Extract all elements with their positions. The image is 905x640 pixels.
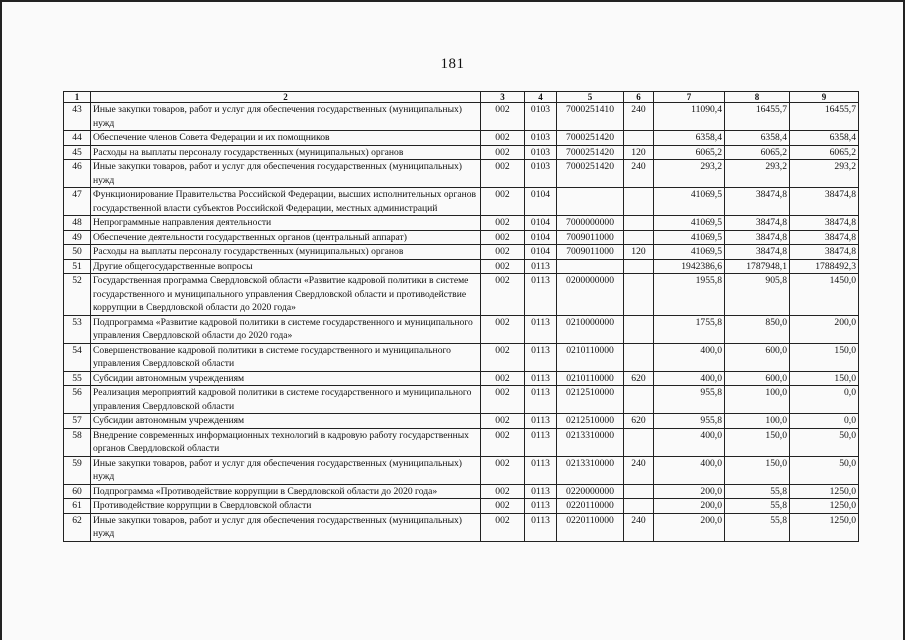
expense-type-code: 120 (624, 145, 654, 160)
column-header: 3 (481, 92, 525, 103)
target-article-code: 0220110000 (557, 499, 624, 514)
amount-year-2: 38474,8 (725, 230, 790, 245)
column-header: 2 (91, 92, 481, 103)
column-header: 5 (557, 92, 624, 103)
row-name: Подпрограмма «Противодействие коррупции в Свердловской области до 2020 года» (91, 484, 481, 499)
ministry-code: 002 (481, 145, 525, 160)
amount-year-3: 38474,8 (790, 245, 859, 260)
amount-year-3: 293,2 (790, 160, 859, 188)
section-code: 0113 (525, 371, 557, 386)
row-name: Расходы на выплаты персоналу государственных (муниципальных) органов (91, 245, 481, 260)
row-name: Государственная программа Свердловской области «Развитие кадровой политики в системе государственного и муниципального управления Свердловской области и противодействие коррупции в Свердловской области до 2020 года» (91, 274, 481, 316)
row-name: Субсидии автономным учреждениям (91, 414, 481, 429)
target-article-code: 0213310000 (557, 456, 624, 484)
amount-year-2: 38474,8 (725, 245, 790, 260)
target-article-code: 0210000000 (557, 315, 624, 343)
amount-year-1: 1755,8 (654, 315, 725, 343)
row-number: 50 (64, 245, 91, 260)
column-header: 4 (525, 92, 557, 103)
ministry-code: 002 (481, 386, 525, 414)
target-article-code: 0200000000 (557, 274, 624, 316)
amount-year-2: 55,8 (725, 484, 790, 499)
ministry-code: 002 (481, 484, 525, 499)
amount-year-1: 41069,5 (654, 216, 725, 231)
amount-year-1: 955,8 (654, 414, 725, 429)
expense-type-code (624, 343, 654, 371)
table-row (64, 414, 859, 429)
expense-type-code: 240 (624, 456, 654, 484)
amount-year-2: 150,0 (725, 428, 790, 456)
amount-year-1: 41069,5 (654, 230, 725, 245)
row-number: 58 (64, 428, 91, 456)
ministry-code: 002 (481, 428, 525, 456)
amount-year-2: 150,0 (725, 456, 790, 484)
expense-type-code (624, 216, 654, 231)
table-row (64, 230, 859, 245)
row-name: Реализация мероприятий кадровой политики в системе государственного и муниципального управления Свердловской области (91, 386, 481, 414)
table-row (64, 259, 859, 274)
expense-type-code (624, 499, 654, 514)
row-number: 60 (64, 484, 91, 499)
amount-year-1: 955,8 (654, 386, 725, 414)
amount-year-2: 905,8 (725, 274, 790, 316)
row-name: Иные закупки товаров, работ и услуг для обеспечения государственных (муниципальных) нужд (91, 103, 481, 131)
section-code: 0113 (525, 499, 557, 514)
section-code: 0104 (525, 188, 557, 216)
target-article-code: 7000251420 (557, 131, 624, 146)
row-name: Обеспечение деятельности государственных органов (центральный аппарат) (91, 230, 481, 245)
amount-year-2: 6358,4 (725, 131, 790, 146)
row-number: 46 (64, 160, 91, 188)
table-row (64, 145, 859, 160)
row-number: 45 (64, 145, 91, 160)
table-row (64, 315, 859, 343)
amount-year-2: 293,2 (725, 160, 790, 188)
expense-type-code: 240 (624, 103, 654, 131)
amount-year-3: 1250,0 (790, 484, 859, 499)
amount-year-2: 55,8 (725, 499, 790, 514)
amount-year-1: 11090,4 (654, 103, 725, 131)
section-code: 0113 (525, 259, 557, 274)
amount-year-1: 6065,2 (654, 145, 725, 160)
amount-year-1: 400,0 (654, 428, 725, 456)
amount-year-3: 200,0 (790, 315, 859, 343)
ministry-code: 002 (481, 513, 525, 541)
amount-year-3: 150,0 (790, 371, 859, 386)
ministry-code: 002 (481, 371, 525, 386)
target-article-code: 7009011000 (557, 230, 624, 245)
amount-year-1: 400,0 (654, 456, 725, 484)
ministry-code: 002 (481, 103, 525, 131)
amount-year-1: 1942386,6 (654, 259, 725, 274)
expense-type-code (624, 188, 654, 216)
amount-year-3: 38474,8 (790, 216, 859, 231)
table-row (64, 386, 859, 414)
row-name: Совершенствование кадровой политики в системе государственного и муниципального управления Свердловской области (91, 343, 481, 371)
amount-year-2: 38474,8 (725, 216, 790, 231)
section-code: 0113 (525, 414, 557, 429)
section-code: 0104 (525, 245, 557, 260)
target-article-code: 0210110000 (557, 371, 624, 386)
expense-type-code: 620 (624, 371, 654, 386)
row-number: 62 (64, 513, 91, 541)
row-number: 55 (64, 371, 91, 386)
amount-year-1: 400,0 (654, 371, 725, 386)
column-header: 8 (725, 92, 790, 103)
target-article-code: 0220110000 (557, 513, 624, 541)
amount-year-2: 55,8 (725, 513, 790, 541)
column-header: 7 (654, 92, 725, 103)
target-article-code: 0213310000 (557, 428, 624, 456)
budget-table (63, 91, 859, 542)
row-number: 47 (64, 188, 91, 216)
table-row (64, 131, 859, 146)
amount-year-2: 16455,7 (725, 103, 790, 131)
table-row (64, 160, 859, 188)
section-code: 0113 (525, 343, 557, 371)
section-code: 0113 (525, 386, 557, 414)
amount-year-3: 6065,2 (790, 145, 859, 160)
expense-type-code (624, 484, 654, 499)
amount-year-3: 38474,8 (790, 188, 859, 216)
expense-type-code (624, 274, 654, 316)
amount-year-3: 38474,8 (790, 230, 859, 245)
column-header: 6 (624, 92, 654, 103)
row-number: 59 (64, 456, 91, 484)
target-article-code: 7000251420 (557, 160, 624, 188)
section-code: 0103 (525, 160, 557, 188)
amount-year-1: 200,0 (654, 499, 725, 514)
target-article-code: 7009011000 (557, 245, 624, 260)
section-code: 0113 (525, 274, 557, 316)
amount-year-1: 6358,4 (654, 131, 725, 146)
amount-year-3: 50,0 (790, 428, 859, 456)
row-number: 51 (64, 259, 91, 274)
row-number: 57 (64, 414, 91, 429)
target-article-code: 0212510000 (557, 386, 624, 414)
ministry-code: 002 (481, 216, 525, 231)
amount-year-2: 850,0 (725, 315, 790, 343)
row-number: 56 (64, 386, 91, 414)
table-body (64, 103, 859, 542)
ministry-code: 002 (481, 274, 525, 316)
target-article-code (557, 188, 624, 216)
amount-year-1: 200,0 (654, 484, 725, 499)
row-name: Обеспечение членов Совета Федерации и их помощников (91, 131, 481, 146)
table-row (64, 513, 859, 541)
amount-year-1: 1955,8 (654, 274, 725, 316)
row-name: Функционирование Правительства Российской Федерации, высших исполнительных органов государственной власти субъектов Российской Федерации, местных администраций (91, 188, 481, 216)
amount-year-3: 1450,0 (790, 274, 859, 316)
amount-year-2: 6065,2 (725, 145, 790, 160)
table-row (64, 216, 859, 231)
page-left-border (0, 0, 2, 640)
ministry-code: 002 (481, 259, 525, 274)
target-article-code: 7000251420 (557, 145, 624, 160)
table-header-row (64, 92, 859, 103)
amount-year-2: 100,0 (725, 386, 790, 414)
target-article-code: 0220000000 (557, 484, 624, 499)
amount-year-1: 41069,5 (654, 245, 725, 260)
table-row (64, 499, 859, 514)
amount-year-2: 600,0 (725, 371, 790, 386)
table-row (64, 245, 859, 260)
amount-year-1: 400,0 (654, 343, 725, 371)
amount-year-3: 0,0 (790, 414, 859, 429)
ministry-code: 002 (481, 343, 525, 371)
table-row (64, 188, 859, 216)
row-name: Иные закупки товаров, работ и услуг для обеспечения государственных (муниципальных) нужд (91, 160, 481, 188)
row-name: Внедрение современных информационных технологий в кадровую работу государственных органов Свердловской области (91, 428, 481, 456)
table-row (64, 371, 859, 386)
row-number: 61 (64, 499, 91, 514)
row-number: 54 (64, 343, 91, 371)
row-name: Иные закупки товаров, работ и услуг для обеспечения государственных (муниципальных) нужд (91, 456, 481, 484)
page-top-border (0, 0, 905, 2)
ministry-code: 002 (481, 230, 525, 245)
row-name: Расходы на выплаты персоналу государственных (муниципальных) органов (91, 145, 481, 160)
section-code: 0113 (525, 456, 557, 484)
expense-type-code: 120 (624, 245, 654, 260)
row-number: 48 (64, 216, 91, 231)
amount-year-3: 1788492,3 (790, 259, 859, 274)
row-name: Подпрограмма «Развитие кадровой политики в системе государственного и муниципального управления Свердловской области до 2020 года» (91, 315, 481, 343)
ministry-code: 002 (481, 131, 525, 146)
section-code: 0113 (525, 513, 557, 541)
target-article-code: 7000251410 (557, 103, 624, 131)
amount-year-3: 1250,0 (790, 513, 859, 541)
section-code: 0113 (525, 484, 557, 499)
expense-type-code (624, 428, 654, 456)
target-article-code: 7000000000 (557, 216, 624, 231)
row-name: Субсидии автономным учреждениям (91, 371, 481, 386)
section-code: 0113 (525, 315, 557, 343)
expense-type-code (624, 315, 654, 343)
row-name: Другие общегосударственные вопросы (91, 259, 481, 274)
section-code: 0103 (525, 145, 557, 160)
row-number: 53 (64, 315, 91, 343)
amount-year-3: 50,0 (790, 456, 859, 484)
expense-type-code (624, 131, 654, 146)
amount-year-1: 41069,5 (654, 188, 725, 216)
section-code: 0104 (525, 216, 557, 231)
target-article-code: 0210110000 (557, 343, 624, 371)
table-row (64, 484, 859, 499)
expense-type-code: 620 (624, 414, 654, 429)
page-number: 181 (440, 56, 465, 72)
row-number: 52 (64, 274, 91, 316)
ministry-code: 002 (481, 499, 525, 514)
amount-year-3: 6358,4 (790, 131, 859, 146)
expense-type-code (624, 386, 654, 414)
ministry-code: 002 (481, 414, 525, 429)
target-article-code: 0212510000 (557, 414, 624, 429)
section-code: 0113 (525, 428, 557, 456)
amount-year-3: 0,0 (790, 386, 859, 414)
section-code: 0104 (525, 230, 557, 245)
column-header: 1 (64, 92, 91, 103)
row-number: 43 (64, 103, 91, 131)
section-code: 0103 (525, 103, 557, 131)
ministry-code: 002 (481, 315, 525, 343)
ministry-code: 002 (481, 245, 525, 260)
column-header: 9 (790, 92, 859, 103)
amount-year-2: 1787948,1 (725, 259, 790, 274)
expense-type-code: 240 (624, 160, 654, 188)
row-number: 49 (64, 230, 91, 245)
amount-year-1: 293,2 (654, 160, 725, 188)
amount-year-2: 38474,8 (725, 188, 790, 216)
row-number: 44 (64, 131, 91, 146)
amount-year-3: 16455,7 (790, 103, 859, 131)
amount-year-2: 100,0 (725, 414, 790, 429)
section-code: 0103 (525, 131, 557, 146)
ministry-code: 002 (481, 188, 525, 216)
row-name: Непрограммные направления деятельности (91, 216, 481, 231)
ministry-code: 002 (481, 456, 525, 484)
row-name: Противодействие коррупции в Свердловской области (91, 499, 481, 514)
amount-year-1: 200,0 (654, 513, 725, 541)
target-article-code (557, 259, 624, 274)
amount-year-3: 150,0 (790, 343, 859, 371)
table-row (64, 428, 859, 456)
ministry-code: 002 (481, 160, 525, 188)
expense-type-code (624, 259, 654, 274)
table-row (64, 103, 859, 131)
amount-year-2: 600,0 (725, 343, 790, 371)
expense-type-code (624, 230, 654, 245)
amount-year-3: 1250,0 (790, 499, 859, 514)
row-name: Иные закупки товаров, работ и услуг для обеспечения государственных (муниципальных) нужд (91, 513, 481, 541)
table-row (64, 343, 859, 371)
expense-type-code: 240 (624, 513, 654, 541)
table-row (64, 274, 859, 316)
table-row (64, 456, 859, 484)
